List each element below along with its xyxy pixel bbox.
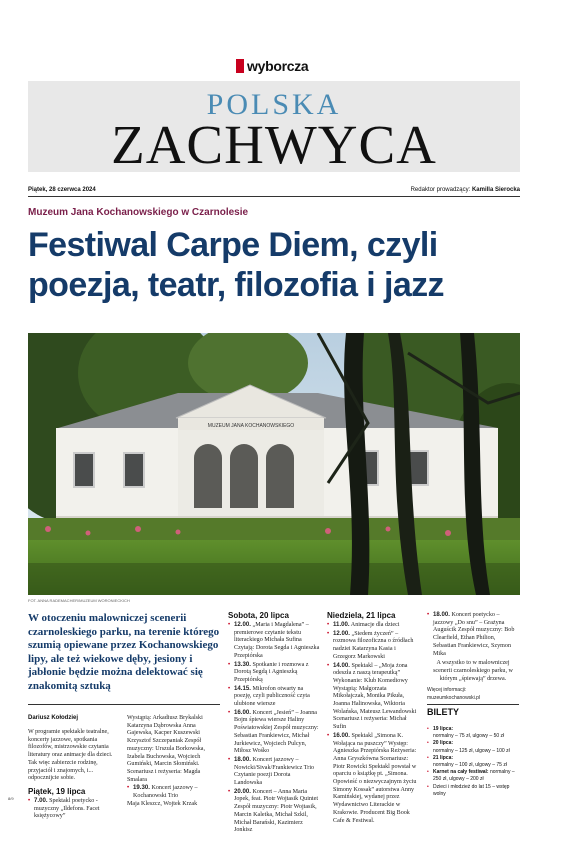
ticket-item: • Dzieci i młodzież do lat 15 – wstęp wolny xyxy=(427,783,510,797)
article-headline: Festiwal Carpe Diem, czyli poezja, teatr, filozofia i jazz xyxy=(28,226,444,304)
banner-line-2: ZACHWYCA xyxy=(111,114,437,175)
program-item: • 19.30. Koncert jazzowy – Kochanowski Trio xyxy=(127,784,198,800)
column-2 xyxy=(127,715,219,808)
tickets-list xyxy=(427,726,519,798)
more-info-link[interactable]: Więcej informacji: muzeumkochanowski.pl xyxy=(427,687,481,702)
bullet-icon: • xyxy=(427,726,429,732)
program-item: • 20.00. Koncert – Anna Maria Jopek, feat. Piotr Wojtasik Quintet Zespół muzyczny: Piotr Wojtasik, Marcin Kaletka, Michał Szkil, Michał Barański, Kazimierz Jonkisz xyxy=(228,787,319,834)
wyborcza-logo[interactable] xyxy=(236,58,308,74)
bullet-icon: • xyxy=(228,755,231,763)
bullet-icon: • xyxy=(327,661,330,669)
program-item: • 7.00. Spektakl poetycko - muzyczny „Ildefons. Facet księżycowy” xyxy=(28,796,100,820)
tickets-heading: BILETY xyxy=(427,707,460,717)
logo-text: wyborcza xyxy=(247,58,309,74)
closing-text: A wszystko to w malowniczej scenerii czarnoleskiego parku, w którym „śpiewają” drzewa. xyxy=(433,660,513,682)
bullet-icon: • xyxy=(427,611,430,618)
bullet-icon: • xyxy=(427,754,429,761)
bullet-icon: • xyxy=(228,708,231,716)
column-1 xyxy=(28,729,120,821)
program-item: • 16.00. Spektakl „Simona K. Wołająca na puszczy” Występ: Agnieszka Przepiórska Reżyseria: Anna Gryszkówna Scenariusz: Piotr Rowicki Spektakl powstał w oparciu o książkę pt. „Simona. Opowieść o niezwyczajnym życiu Simony Kossak” autorstwa Anny Kamińskiej, wydanej przez Wydawnictwo Literackie w Krakowie. Producent Big Book Cafe & Festiwal. xyxy=(327,731,417,824)
program-item: • 12.00. „Siedem życzeń” – rozmowa filozoficzna o źródłach nadziei Katarzyna Kasia i Grzegorz Markowski xyxy=(327,629,414,660)
bullet-icon: • xyxy=(228,660,231,668)
program-item: • 14.00. Spektakl – „Moja żona odeszła z naszą terapeutką” Wykonanie: Klub Komediowy Wystąpią: Małgorzata Mikołajczak, Monika Pikuła, Joanna Halinowska, Wiktoria Wolańska, Mateusz Lewandowski Scenariusz i reżyseria: Michał Sufin xyxy=(327,661,417,731)
header-rule xyxy=(28,196,520,197)
program-item: • 18.00. Koncert jazzowy – Nowicki/Sivak/Frankiewicz Trio Czytanie poezji Dorota Landowska xyxy=(228,755,315,787)
program-item: • 13.30. Spotkanie i rozmowa z Dorotą Segdą i Agnieszką Przepiórską xyxy=(228,660,309,683)
bullet-icon: • xyxy=(327,629,330,637)
column-4 xyxy=(327,611,419,825)
page-number: 8/9 xyxy=(8,796,14,801)
banner-line-1: POLSKA xyxy=(206,88,342,121)
ticket-item: • 21 lipca: normalny – 100 zł, ulgowy – 75 zł xyxy=(427,754,507,769)
bullet-icon: • xyxy=(327,731,330,739)
bullet-icon: • xyxy=(127,784,130,792)
bullet-icon: • xyxy=(427,769,429,776)
program-item: • 18.00. Koncert poetycko – jazzowy „Do snu” – Grażyna Auguścik Zespół muzyczny: Bob Clearfield, Ethan Philion, Sebastian Frankiewicz, Szymon Mika xyxy=(427,611,515,657)
performers-text: Wystąpią: Arkadiusz Brykalski Katarzyna Dąbrowska Anna Gajewska, Kacper Kuszewski Krzysztof Szczepaniak Zespół muzyczny: Urszula Borkowska, Izabela Buchowska, Wojciech Gumiński, Marcin Słomiński. Scenariusz i reżyseria: Magda Smalara xyxy=(127,715,206,783)
issue-date: Piątek, 28 czerwca 2024 xyxy=(28,187,96,193)
bullet-icon: • xyxy=(427,740,429,747)
bullet-icon: • xyxy=(327,621,330,628)
bullet-icon: • xyxy=(228,787,231,795)
ticket-item: • 20 lipca: normalny – 125 zł, ulgowy – 100 zł xyxy=(427,740,510,754)
section-banner xyxy=(28,81,520,175)
program-item: • 16.00. Koncert „Jesień” – Joanna Bojm śpiewa wiersze Haliny Poświatowskiej Zespół muzyczny: Sebastian Frankiewicz, Michał Jurkiewicz, Wojciech Pulcyn, Miłosz Wośko xyxy=(228,708,319,755)
program-item: • 12.00. „Maria i Magdalena” – premierowe czytanie tekstu literackiego Michała Sufina Czytają: Dorota Segda i Agnieszka Przepiórska xyxy=(228,621,320,659)
bullet-icon: • xyxy=(28,796,31,804)
intro-text: W programie spektakle teatralne, koncerty jazzowe, spotkania filozofów, mistrzowskie czytania literatury oraz animacje dla dzieci. Tak więc zabierzcie rodzinę, przyjaciół i znajomych, i... odpocznijcie sobie. xyxy=(28,729,113,782)
logo-mark-icon xyxy=(236,59,244,73)
bullet-icon: • xyxy=(427,783,429,790)
article-author: Dariusz Kołodziej xyxy=(28,715,79,721)
performers-tail: Maja Kleszcz, Wojtek Krzak xyxy=(127,800,198,807)
day-heading-friday: Piątek, 19 lipca xyxy=(28,786,86,796)
tickets-rule xyxy=(427,704,519,705)
lead-rule xyxy=(28,704,220,705)
photo-credit: FOT. ANNA RADEMACHER/MUZEUM WORONIECKICH xyxy=(28,598,130,603)
day-heading-sunday: Niedziela, 21 lipca xyxy=(327,611,396,620)
column-5 xyxy=(427,611,519,703)
ticket-item: • 19 lipca: normalny – 75 zł, ulgowy – 50 zł xyxy=(427,726,505,740)
day-heading-saturday: Sobota, 20 lipca xyxy=(228,611,289,620)
bullet-icon: • xyxy=(228,684,231,692)
bullet-icon: • xyxy=(228,621,231,628)
museum-photo xyxy=(28,333,520,595)
article-kicker: Muzeum Jana Kochanowskiego w Czarnolesie xyxy=(28,207,249,218)
museum-photo-illustration xyxy=(28,333,520,595)
ticket-item: • Karnet na cały festiwal: normalny – 250 zł, ulgowy – 200 zł xyxy=(427,769,515,783)
article-lead: W otoczeniu malowniczej scenerii czarnoleskiego parku, na terenie którego szumią opiewane przez Kochanowskiego lipy, ale też wiekowe dęby, jesiony i jabłonie będzie można delektować się znakomitą sztuką xyxy=(28,612,220,692)
column-3 xyxy=(228,611,320,835)
program-item: • 11.00. Animacje dla dzieci xyxy=(327,621,400,628)
editor-credit: Redaktor prowadzący: Kamilla Sierocka xyxy=(410,187,520,193)
museum-sign: MUZEUM JANA KOCHANOWSKIEGO xyxy=(207,423,295,429)
program-item: • 14.15. Mikrofon otwarty na poezję, czyli publiczność czyta ulubione wiersze xyxy=(228,684,310,708)
